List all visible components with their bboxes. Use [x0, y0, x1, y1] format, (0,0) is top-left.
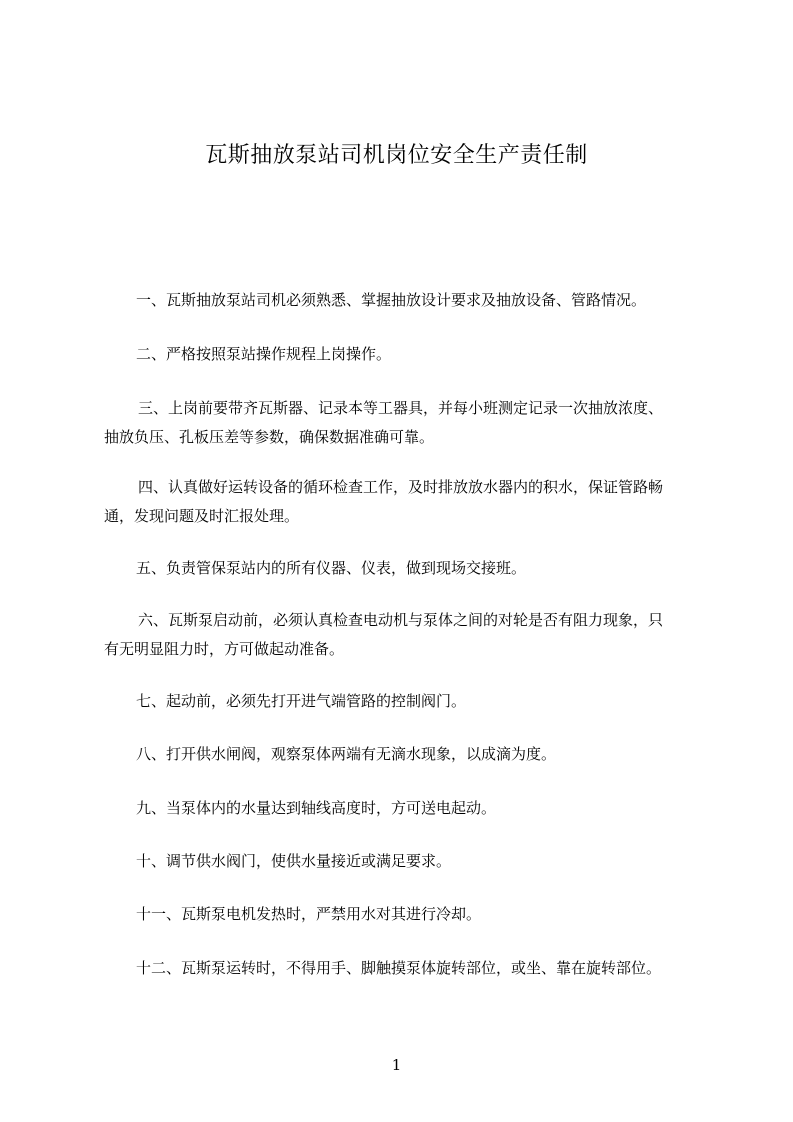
clause-5: [136, 554, 526, 583]
clause-line: 通，发现问题及时汇报处理。: [104, 507, 300, 525]
document-title: 瓦斯抽放泵站司机岗位安全生产责任制: [205, 143, 588, 168]
clause-line: 一、瓦斯抽放泵站司机必须熟悉、掌握抽放设计要求及抽放设备、管路情况。: [136, 291, 647, 309]
clause-line: 七、起动前，必须先打开进气端管路的控制阀门。: [136, 692, 467, 710]
clause-11: [136, 900, 481, 929]
clause-line: 十一、瓦斯泵电机发热时，严禁用水对其进行冷却。: [136, 905, 482, 923]
clause-line: 五、负责管保泵站内的所有仪器、仪表，做到现场交接班。: [136, 559, 527, 577]
clause-line: 三、上岗前要带齐瓦斯器、记录本等工器具，并每小班测定记录一次抽放浓度、: [138, 399, 664, 417]
clause-line: 九、当泵体内的水量达到轴线高度时，方可送电起动。: [136, 799, 497, 817]
clause-10: [136, 847, 451, 876]
clause-8: [136, 740, 556, 769]
clause-line: 有无明显阻力时，方可做起动准备。: [104, 640, 345, 658]
clause-line: 二、严格按照泵站操作规程上岗操作。: [136, 345, 392, 363]
clause-line: 四、认真做好运转设备的循环检查工作，及时排放放水器内的积水，保证管路畅: [138, 478, 664, 496]
clause-6: [104, 606, 663, 664]
clause-9: [136, 794, 496, 823]
clause-4: [104, 473, 663, 531]
clause-2: [136, 340, 391, 369]
clause-1: [136, 286, 646, 315]
clause-12: [136, 954, 661, 983]
clause-7: [136, 687, 466, 716]
clause-line: 八、打开供水闸阀，观察泵体两端有无滴水现象，以成滴为度。: [136, 745, 557, 763]
clause-line: 抽放负压、孔板压差等参数，确保数据准确可靠。: [104, 428, 435, 446]
page-number: 1: [391, 1056, 402, 1074]
clause-line: 六、瓦斯泵启动前，必须认真检查电动机与泵体之间的对轮是否有阻力现象，只: [138, 611, 664, 629]
clause-3: [104, 394, 663, 452]
clause-line: 十、调节供水阀门，使供水量接近或满足要求。: [136, 852, 452, 870]
clause-line: 十二、瓦斯泵运转时，不得用手、脚触摸泵体旋转部位，或坐、靠在旋转部位。: [136, 959, 662, 977]
